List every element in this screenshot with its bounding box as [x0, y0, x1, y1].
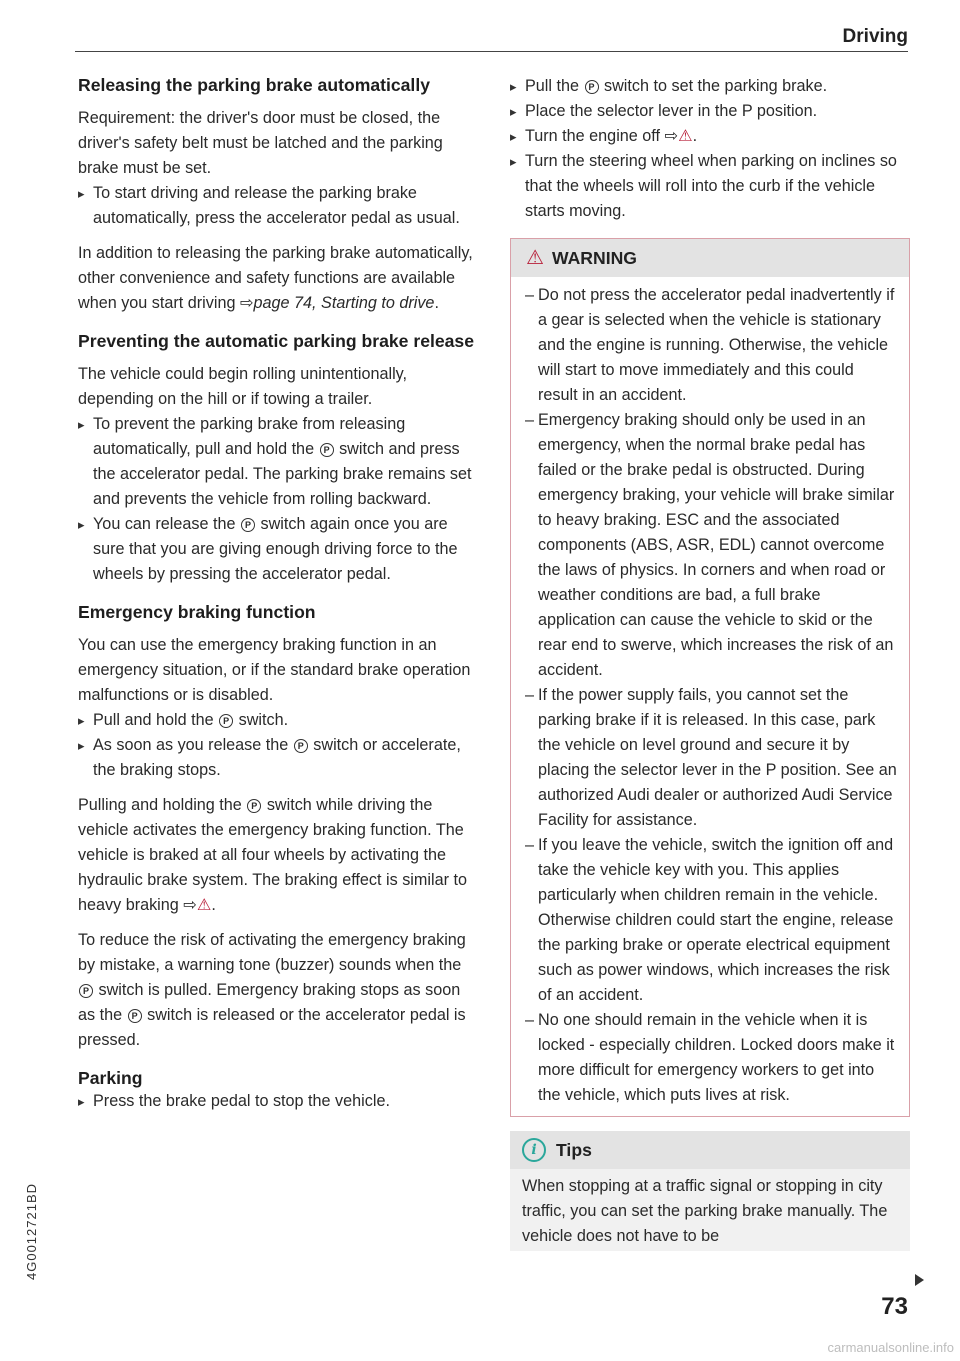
- warning-body: [511, 277, 909, 1116]
- ref-arrow-icon: ⇨: [664, 127, 679, 145]
- step-item: ▸ You can release the P switch again once you are sure that you are giving enough driving force to the wheels by pressing the accelerator pedal.: [78, 512, 480, 587]
- warning-item: – If the power supply fails, you cannot set the parking brake if it is released. In this case, park the vehicle on level ground and secure it by placing the selector lever in the P position. See an authorized Audi dealer or authorized Audi Service Facility for assistance.: [525, 683, 897, 833]
- step-item: ▸ Pull and hold the P switch.: [78, 708, 480, 733]
- parking-brake-switch-icon: P: [219, 714, 233, 728]
- header-rule: [75, 51, 908, 52]
- parking-brake-switch-icon: P: [79, 984, 93, 998]
- watermark: carmanualsonline.info: [827, 1340, 954, 1355]
- ref-arrow-icon: ⇨: [183, 896, 197, 914]
- paragraph-other-functions: In addition to releasing the parking brake automatically, other convenience and safety functions are available when you start driving ⇨page 74, Starting to drive.: [78, 244, 473, 312]
- warning-box: [510, 238, 910, 1117]
- paragraph-requirement: Requirement: the driver's door must be closed, the driver's safety belt must be latched and the parking brake must be set.: [78, 109, 443, 177]
- step-item: ▸ To prevent the parking brake from releasing automatically, pull and hold the P switch and press the accelerator pedal. The parking brake remains set and prevents the vehicle from rolling backward.: [78, 412, 480, 512]
- section-title: Driving: [842, 26, 908, 47]
- warning-triangle-icon: ⚠: [678, 127, 693, 145]
- paragraph-emergency-use: You can use the emergency braking function in an emergency situation, or if the standard brake operation malfunctions or is disabled.: [78, 636, 471, 704]
- step-list: [78, 181, 480, 231]
- step-list: [78, 412, 480, 587]
- step-list: [510, 74, 910, 224]
- heading-parking: Parking: [78, 1068, 143, 1088]
- step-item: ▸ As soon as you release the P switch or accelerate, the braking stops.: [78, 733, 480, 783]
- left-column: [78, 74, 480, 1114]
- warning-triangle-icon: ⚠: [196, 896, 212, 914]
- step-item: ▸ Press the brake pedal to stop the vehicle.: [78, 1089, 480, 1114]
- step-list: [78, 708, 480, 783]
- paragraph-emergency-activation: Pulling and holding the P switch while driving the vehicle activates the emergency braking function. The vehicle is braked at all four wheels by activating the hydraulic brake system. The braking effect is similar to heavy braking ⇨⚠.: [78, 796, 467, 914]
- paragraph-buzzer: To reduce the risk of activating the emergency braking by mistake, a warning tone (buzzer) sounds when the P switch is pulled. Emergency braking stops as soon as the P switch is released or the accelerator pedal is pressed.: [78, 931, 466, 1049]
- step-item: ▸ Place the selector lever in the P position.: [510, 99, 910, 124]
- tips-text: When stopping at a traffic signal or stopping in city traffic, you can set the parking brake manually. The vehicle does not have to be: [522, 1177, 888, 1245]
- ref-arrow-icon: ⇨: [239, 294, 254, 312]
- warning-list: [525, 283, 897, 1108]
- right-column: [510, 74, 910, 1251]
- page-number: 73: [881, 1293, 908, 1320]
- step-item: ▸ Turn the engine off ⇨⚠.: [510, 124, 910, 149]
- step-list: [78, 1089, 480, 1114]
- parking-brake-switch-icon: P: [320, 443, 334, 457]
- warning-item: – Emergency braking should only be used in an emergency, when the normal brake pedal has failed or the brake pedal is obstructed. During emergency braking, your vehicle will brake similar to heavy braking. ESC and the associated components (ABS, ASR, EDL) cannot overcome the laws of physics. In corners and when road or weather conditions are bad, a full brake application can cause the vehicle to skid or the rear end to swerve, which increases the risk of an accident.: [525, 408, 897, 683]
- warning-header: [511, 239, 909, 277]
- step-item: ▸ To start driving and release the parking brake automatically, press the accelerator pedal as usual.: [78, 181, 480, 231]
- warning-item: – Do not press the accelerator pedal inadvertently if a gear is selected when the vehicle is stationary and the engine is running. Otherwise, the vehicle will start to move immediately and this could result in an accident.: [525, 283, 897, 408]
- document-code: 4G0012721BD: [24, 1182, 39, 1280]
- warning-item: – If you leave the vehicle, switch the ignition off and take the vehicle key with you. This applies particularly when children remain in the vehicle. Otherwise children could start the engine, release the parking brake or operate electrical equipment such as power windows, which increases the risk of an accident.: [525, 833, 897, 1008]
- tips-header: [510, 1131, 910, 1169]
- warning-item: – No one should remain in the vehicle when it is locked - especially children. Locked doors make it more difficult for emergency workers to get into the vehicle, which puts lives at risk.: [525, 1008, 897, 1108]
- tips-body: [510, 1169, 910, 1251]
- warning-title: WARNING: [551, 248, 637, 268]
- parking-brake-switch-icon: P: [585, 80, 599, 94]
- step-item: ▸ Turn the steering wheel when parking on inclines so that the wheels will roll into the curb if the vehicle starts moving.: [510, 149, 910, 224]
- tips-title: Tips: [556, 1140, 592, 1160]
- paragraph-rolling: The vehicle could begin rolling unintentionally, depending on the hill or if towing a trailer.: [78, 365, 408, 408]
- parking-brake-switch-icon: P: [247, 799, 261, 813]
- info-icon: i: [522, 1138, 546, 1162]
- heading-releasing-automatically: Releasing the parking brake automatically: [78, 75, 430, 95]
- parking-brake-switch-icon: P: [241, 518, 255, 532]
- step-item: ▸ Pull the P switch to set the parking brake.: [510, 74, 910, 99]
- page-reference-link[interactable]: ⇨page 74, Starting to drive: [239, 294, 435, 312]
- continue-arrow-icon: [915, 1274, 924, 1286]
- parking-brake-switch-icon: P: [294, 739, 308, 753]
- heading-emergency-braking: Emergency braking function: [78, 602, 316, 622]
- warning-triangle-icon: ⚠: [526, 247, 544, 269]
- parking-brake-switch-icon: P: [128, 1009, 142, 1023]
- heading-preventing-release: Preventing the automatic parking brake release: [78, 331, 475, 351]
